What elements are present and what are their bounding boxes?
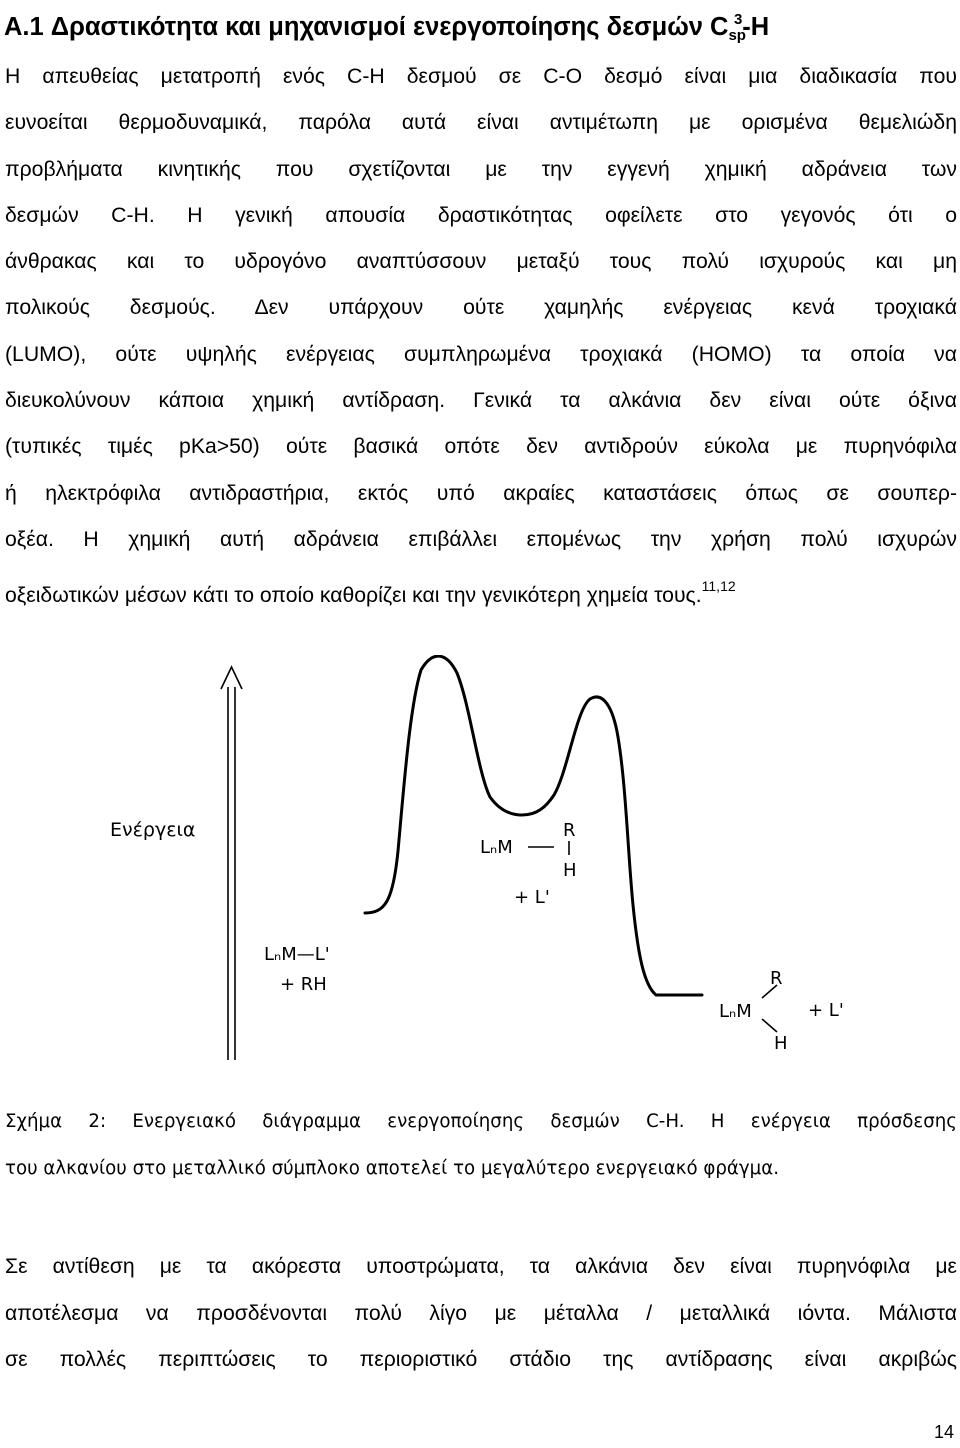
paragraph-intro <box>5 54 957 620</box>
heading-tail: -H <box>742 13 770 41</box>
energy-diagram-svg <box>0 655 960 1065</box>
paragraph-line: Σε αντίθεση με τα ακόρεστα υποστρώματα, τα αλκάνια δεν είναι πυρηνόφιλα με <box>5 1255 957 1278</box>
caption-line: του αλκανίου στο μεταλλικό σύμπλοκο αποτελεί το μεγαλύτερο ενεργειακό φράγμα. <box>5 1158 779 1179</box>
page-number: 14 <box>933 1422 954 1442</box>
paragraph-line: Η απευθείας μετατροπή ενός C-H δεσμού σε C-O δεσμό είναι μια διαδικασία που <box>5 65 957 88</box>
energy-profile-curve <box>365 656 702 995</box>
product-metal: LₙM <box>719 1001 752 1022</box>
paragraph-line: ή ηλεκτρόφιλα αντιδραστήρια, εκτός υπό ακραίες καταστάσεις όπως σε σουπερ- <box>5 481 957 505</box>
heading-superscript: 3 <box>733 11 743 28</box>
paragraph-line: οξέα. Η χημική αυτή αδράνεια επιβάλλει επομένως την χρήση πολύ ισχυρών <box>5 527 957 551</box>
figure-caption <box>5 1098 957 1192</box>
paragraph-line: ευνοείται θερμοδυναμικά, παρόλα αυτά είναι αντιμέτωπη με ορισμένα θεμελιώδη <box>5 111 957 135</box>
paragraph-line: άνθρακας και το υδρογόνο αναπτύσσουν μεταξύ τους πολύ ισχυρούς και μη <box>5 250 957 274</box>
heading-subscript: sp <box>728 27 746 44</box>
paragraph-line: (LUMO), ούτε υψηλής ενέργειας συμπληρωμένα τροχιακά (HOMO) τα οποία να <box>5 342 957 366</box>
reactant-label <box>264 944 330 995</box>
intermediate-R: R <box>563 820 576 841</box>
heading-text: A.1 Δραστικότητα και μηχανισμοί ενεργοποίησης δεσμών C <box>4 13 729 41</box>
intermediate-H: H <box>563 860 577 881</box>
paragraph-line: δεσμών C-H. Η γενική απουσία δραστικότητας οφείλετε στο γεγονός ότι ο <box>5 203 957 227</box>
caption-line: Σχήμα 2: Ενεργειακό διάγραμμα ενεργοποίησης δεσμών C-H. Η ενέργεια πρόσδεσης <box>5 1111 957 1132</box>
reactant-complex: LₙM—L' <box>264 944 330 965</box>
paragraph-continuation <box>5 1244 957 1384</box>
product-R: R <box>770 968 783 989</box>
product-H: H <box>774 1033 788 1054</box>
paragraph-line: πολικούς δεσμούς. Δεν υπάρχουν ούτε χαμηλής ενέργειας κενά τροχιακά <box>5 296 957 320</box>
energy-axis-arrow <box>221 667 242 1060</box>
reactant-plus-rh: + RH <box>280 974 327 995</box>
paragraph-line: σε πολλές περιπτώσεις το περιοριστικό στάδιο της αντίδρασης είναι ακριβώς <box>5 1348 957 1372</box>
paragraph-line: αποτέλεσμα να προσδένονται πολύ λίγο με μέταλλα / μεταλλικά ιόντα. Μάλιστα <box>5 1301 957 1325</box>
product-plus-l: + L' <box>808 1000 844 1021</box>
energy-axis-label: Ενέργεια <box>110 819 196 841</box>
paragraph-line <box>5 563 957 619</box>
energy-diagram <box>0 655 960 1065</box>
paragraph-line-text: οξειδωτικών μέσων κάτι το οποίο καθορίζει και την γενικότερη χημεία τους. <box>5 584 702 608</box>
intermediate-label <box>480 820 577 908</box>
paragraph-line: διευκολύνουν κάποια χημική αντίδραση. Γενικά τα αλκάνια δεν είναι ούτε όξινα <box>5 389 957 413</box>
section-heading <box>4 2 954 54</box>
citation-superscript: 11,12 <box>701 578 736 595</box>
intermediate-metal: LₙM <box>480 837 513 858</box>
paragraph-line: προβλήματα κινητικής που σχετίζονται με την εγγενή χημική αδράνεια των <box>5 157 957 181</box>
product-bond-h <box>762 1019 777 1032</box>
intermediate-plus-l: + L' <box>514 887 550 908</box>
paragraph-line: (τυπικές τιμές pKa>50) ούτε βασικά οπότε δεν αντιδρούν εύκολα με πυρηνόφιλα <box>5 435 957 459</box>
product-label <box>719 968 844 1054</box>
